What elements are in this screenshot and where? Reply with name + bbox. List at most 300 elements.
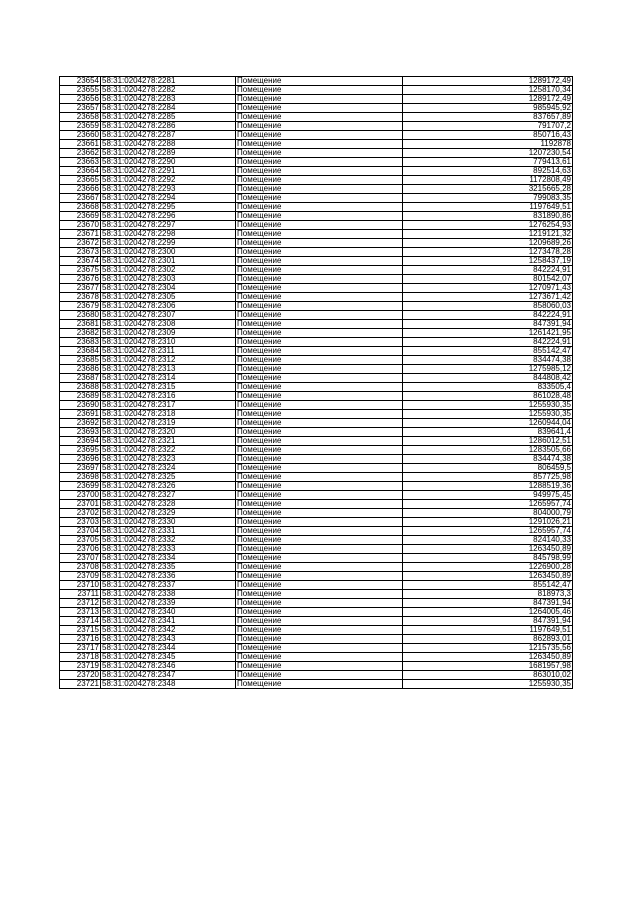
- object-type-cell: Помещение: [236, 77, 403, 86]
- object-type-cell: Помещение: [236, 671, 403, 680]
- table-row: [60, 257, 573, 266]
- cadastral-number-cell: 58:31:0204278:2320: [101, 428, 236, 437]
- object-type-cell: Помещение: [236, 590, 403, 599]
- cadastral-value-cell: 1255930,35: [403, 401, 573, 410]
- table-row: [60, 671, 573, 680]
- object-type-cell: Помещение: [236, 500, 403, 509]
- row-number-cell: 23715: [60, 626, 101, 635]
- cadastral-number-cell: 58:31:0204278:2294: [101, 194, 236, 203]
- object-type-cell: Помещение: [236, 419, 403, 428]
- cadastral-number-cell: 58:31:0204278:2284: [101, 104, 236, 113]
- object-type-cell: Помещение: [236, 437, 403, 446]
- row-number-cell: 23699: [60, 482, 101, 491]
- table-row: [60, 266, 573, 275]
- object-type-cell: Помещение: [236, 536, 403, 545]
- row-number-cell: 23718: [60, 653, 101, 662]
- cadastral-value-cell: 1265957,74: [403, 500, 573, 509]
- table-row: [60, 338, 573, 347]
- cadastral-number-cell: 58:31:0204278:2316: [101, 392, 236, 401]
- table-row: [60, 617, 573, 626]
- cadastral-number-cell: 58:31:0204278:2339: [101, 599, 236, 608]
- table-row: [60, 122, 573, 131]
- cadastral-value-cell: 1288519,36: [403, 482, 573, 491]
- cadastral-value-cell: 1286012,51: [403, 437, 573, 446]
- cadastral-value-cell: 842224,91: [403, 338, 573, 347]
- cadastral-number-cell: 58:31:0204278:2331: [101, 527, 236, 536]
- cadastral-number-cell: 58:31:0204278:2332: [101, 536, 236, 545]
- object-type-cell: Помещение: [236, 374, 403, 383]
- row-number-cell: 23717: [60, 644, 101, 653]
- cadastral-value-cell: 804000,79: [403, 509, 573, 518]
- row-number-cell: 23673: [60, 248, 101, 257]
- cadastral-value-cell: 850716,43: [403, 131, 573, 140]
- cadastral-number-cell: 58:31:0204278:2335: [101, 563, 236, 572]
- table-row: [60, 500, 573, 509]
- row-number-cell: 23688: [60, 383, 101, 392]
- table-row: [60, 221, 573, 230]
- row-number-cell: 23658: [60, 113, 101, 122]
- object-type-cell: Помещение: [236, 599, 403, 608]
- table-row: [60, 554, 573, 563]
- cadastral-value-cell: 1197649,51: [403, 203, 573, 212]
- row-number-cell: 23707: [60, 554, 101, 563]
- table-row: [60, 653, 573, 662]
- cadastral-value-cell: 833505,4: [403, 383, 573, 392]
- row-number-cell: 23703: [60, 518, 101, 527]
- table-row: [60, 212, 573, 221]
- cadastral-value-cell: 985945,92: [403, 104, 573, 113]
- object-type-cell: Помещение: [236, 338, 403, 347]
- object-type-cell: Помещение: [236, 365, 403, 374]
- object-type-cell: Помещение: [236, 347, 403, 356]
- cadastral-number-cell: 58:31:0204278:2281: [101, 77, 236, 86]
- table-row: [60, 77, 573, 86]
- table-row: [60, 140, 573, 149]
- table-row: [60, 113, 573, 122]
- object-type-cell: Помещение: [236, 122, 403, 131]
- cadastral-value-cell: 834474,38: [403, 455, 573, 464]
- cadastral-number-cell: 58:31:0204278:2323: [101, 455, 236, 464]
- row-number-cell: 23700: [60, 491, 101, 500]
- cadastral-value-cell: 842224,91: [403, 266, 573, 275]
- object-type-cell: Помещение: [236, 95, 403, 104]
- cadastral-number-cell: 58:31:0204278:2303: [101, 275, 236, 284]
- cadastral-number-cell: 58:31:0204278:2314: [101, 374, 236, 383]
- object-type-cell: Помещение: [236, 140, 403, 149]
- row-number-cell: 23681: [60, 320, 101, 329]
- object-type-cell: Помещение: [236, 509, 403, 518]
- row-number-cell: 23713: [60, 608, 101, 617]
- row-number-cell: 23670: [60, 221, 101, 230]
- table-row: [60, 545, 573, 554]
- table-row: [60, 437, 573, 446]
- object-type-cell: Помещение: [236, 113, 403, 122]
- cadastral-number-cell: 58:31:0204278:2343: [101, 635, 236, 644]
- row-number-cell: 23659: [60, 122, 101, 131]
- table-row: [60, 203, 573, 212]
- cadastral-value-cell: 1215735,56: [403, 644, 573, 653]
- cadastral-number-cell: 58:31:0204278:2319: [101, 419, 236, 428]
- table-row: [60, 401, 573, 410]
- cadastral-number-cell: 58:31:0204278:2334: [101, 554, 236, 563]
- table-row: [60, 374, 573, 383]
- object-type-cell: Помещение: [236, 131, 403, 140]
- row-number-cell: 23683: [60, 338, 101, 347]
- cadastral-number-cell: 58:31:0204278:2328: [101, 500, 236, 509]
- cadastral-value-cell: 1681957,98: [403, 662, 573, 671]
- table-row: [60, 662, 573, 671]
- object-type-cell: Помещение: [236, 617, 403, 626]
- object-type-cell: Помещение: [236, 266, 403, 275]
- cadastral-number-cell: 58:31:0204278:2289: [101, 149, 236, 158]
- row-number-cell: 23666: [60, 185, 101, 194]
- row-number-cell: 23678: [60, 293, 101, 302]
- object-type-cell: Помещение: [236, 329, 403, 338]
- cadastral-number-cell: 58:31:0204278:2333: [101, 545, 236, 554]
- cadastral-value-cell: 1258170,34: [403, 86, 573, 95]
- cadastral-value-cell: 1197649,51: [403, 626, 573, 635]
- cadastral-value-cell: 1263450,89: [403, 653, 573, 662]
- object-type-cell: Помещение: [236, 320, 403, 329]
- table-row: [60, 428, 573, 437]
- row-number-cell: 23702: [60, 509, 101, 518]
- row-number-cell: 23682: [60, 329, 101, 338]
- row-number-cell: 23664: [60, 167, 101, 176]
- cadastral-value-cell: 1291026,21: [403, 518, 573, 527]
- cadastral-number-cell: 58:31:0204278:2301: [101, 257, 236, 266]
- object-type-cell: Помещение: [236, 554, 403, 563]
- object-type-cell: Помещение: [236, 680, 403, 689]
- cadastral-number-cell: 58:31:0204278:2288: [101, 140, 236, 149]
- table-row: [60, 95, 573, 104]
- cadastral-number-cell: 58:31:0204278:2322: [101, 446, 236, 455]
- cadastral-value-cell: 3215665,28: [403, 185, 573, 194]
- table-row: [60, 131, 573, 140]
- cadastral-value-cell: 1260944,04: [403, 419, 573, 428]
- cadastral-value-cell: 1270971,43: [403, 284, 573, 293]
- row-number-cell: 23665: [60, 176, 101, 185]
- cadastral-value-cell: 855142,47: [403, 347, 573, 356]
- table-row: [60, 590, 573, 599]
- object-type-cell: Помещение: [236, 635, 403, 644]
- cadastral-value-cell: 1276254,93: [403, 221, 573, 230]
- cadastral-value-cell: 799083,35: [403, 194, 573, 203]
- row-number-cell: 23660: [60, 131, 101, 140]
- row-number-cell: 23676: [60, 275, 101, 284]
- row-number-cell: 23716: [60, 635, 101, 644]
- object-type-cell: Помещение: [236, 473, 403, 482]
- cadastral-number-cell: 58:31:0204278:2308: [101, 320, 236, 329]
- table-row: [60, 158, 573, 167]
- object-type-cell: Помещение: [236, 104, 403, 113]
- table-body: [60, 77, 573, 689]
- cadastral-number-cell: 58:31:0204278:2341: [101, 617, 236, 626]
- row-number-cell: 23691: [60, 410, 101, 419]
- cadastral-number-cell: 58:31:0204278:2337: [101, 581, 236, 590]
- cadastral-number-cell: 58:31:0204278:2338: [101, 590, 236, 599]
- cadastral-value-cell: 1219121,32: [403, 230, 573, 239]
- cadastral-number-cell: 58:31:0204278:2313: [101, 365, 236, 374]
- row-number-cell: 23654: [60, 77, 101, 86]
- cadastral-value-cell: 1273478,28: [403, 248, 573, 257]
- cadastral-number-cell: 58:31:0204278:2304: [101, 284, 236, 293]
- row-number-cell: 23685: [60, 356, 101, 365]
- table-row: [60, 284, 573, 293]
- row-number-cell: 23693: [60, 428, 101, 437]
- table-row: [60, 536, 573, 545]
- cadastral-value-cell: 1275985,12: [403, 365, 573, 374]
- object-type-cell: Помещение: [236, 248, 403, 257]
- object-type-cell: Помещение: [236, 491, 403, 500]
- object-type-cell: Помещение: [236, 563, 403, 572]
- cadastral-value-cell: 862893,01: [403, 635, 573, 644]
- cadastral-number-cell: 58:31:0204278:2299: [101, 239, 236, 248]
- object-type-cell: Помещение: [236, 572, 403, 581]
- cadastral-value-cell: 1289172,49: [403, 95, 573, 104]
- cadastral-value-cell: 1226900,28: [403, 563, 573, 572]
- row-number-cell: 23667: [60, 194, 101, 203]
- cadastral-number-cell: 58:31:0204278:2317: [101, 401, 236, 410]
- cadastral-number-cell: 58:31:0204278:2298: [101, 230, 236, 239]
- object-type-cell: Помещение: [236, 185, 403, 194]
- object-type-cell: Помещение: [236, 464, 403, 473]
- cadastral-value-cell: 801542,07: [403, 275, 573, 284]
- table-row: [60, 275, 573, 284]
- row-number-cell: 23697: [60, 464, 101, 473]
- cadastral-number-cell: 58:31:0204278:2345: [101, 653, 236, 662]
- cadastral-value-cell: 1264005,46: [403, 608, 573, 617]
- row-number-cell: 23672: [60, 239, 101, 248]
- row-number-cell: 23710: [60, 581, 101, 590]
- cadastral-number-cell: 58:31:0204278:2347: [101, 671, 236, 680]
- cadastral-value-cell: 847391,94: [403, 320, 573, 329]
- row-number-cell: 23695: [60, 446, 101, 455]
- object-type-cell: Помещение: [236, 356, 403, 365]
- cadastral-value-cell: 1255930,35: [403, 410, 573, 419]
- cadastral-value-cell: 806459,5: [403, 464, 573, 473]
- table-row: [60, 599, 573, 608]
- object-type-cell: Помещение: [236, 302, 403, 311]
- table-row: [60, 392, 573, 401]
- cadastral-number-cell: 58:31:0204278:2324: [101, 464, 236, 473]
- row-number-cell: 23712: [60, 599, 101, 608]
- row-number-cell: 23692: [60, 419, 101, 428]
- object-type-cell: Помещение: [236, 257, 403, 266]
- object-type-cell: Помещение: [236, 527, 403, 536]
- table-row: [60, 104, 573, 113]
- cadastral-number-cell: 58:31:0204278:2297: [101, 221, 236, 230]
- cadastral-value-cell: 855142,47: [403, 581, 573, 590]
- object-type-cell: Помещение: [236, 176, 403, 185]
- cadastral-number-cell: 58:31:0204278:2340: [101, 608, 236, 617]
- cadastral-number-cell: 58:31:0204278:2336: [101, 572, 236, 581]
- cadastral-value-cell: 1172808,49: [403, 176, 573, 185]
- object-type-cell: Помещение: [236, 626, 403, 635]
- cadastral-value-cell: 1258437,19: [403, 257, 573, 266]
- object-type-cell: Помещение: [236, 518, 403, 527]
- cadastral-value-cell: 1209689,26: [403, 239, 573, 248]
- object-type-cell: Помещение: [236, 158, 403, 167]
- cadastral-value-cell: 1261421,95: [403, 329, 573, 338]
- object-type-cell: Помещение: [236, 86, 403, 95]
- row-number-cell: 23719: [60, 662, 101, 671]
- object-type-cell: Помещение: [236, 212, 403, 221]
- row-number-cell: 23662: [60, 149, 101, 158]
- object-type-cell: Помещение: [236, 221, 403, 230]
- row-number-cell: 23675: [60, 266, 101, 275]
- table-row: [60, 293, 573, 302]
- table-row: [60, 419, 573, 428]
- table-row: [60, 365, 573, 374]
- row-number-cell: 23663: [60, 158, 101, 167]
- table-row: [60, 644, 573, 653]
- cadastral-value-cell: 858060,03: [403, 302, 573, 311]
- row-number-cell: 23696: [60, 455, 101, 464]
- object-type-cell: Помещение: [236, 239, 403, 248]
- table-row: [60, 410, 573, 419]
- cadastral-number-cell: 58:31:0204278:2307: [101, 311, 236, 320]
- row-number-cell: 23668: [60, 203, 101, 212]
- cadastral-number-cell: 58:31:0204278:2310: [101, 338, 236, 347]
- cadastral-value-cell: 831890,86: [403, 212, 573, 221]
- table-row: [60, 446, 573, 455]
- cadastral-value-cell: 857725,98: [403, 473, 573, 482]
- cadastral-number-cell: 58:31:0204278:2283: [101, 95, 236, 104]
- cadastral-number-cell: 58:31:0204278:2290: [101, 158, 236, 167]
- row-number-cell: 23671: [60, 230, 101, 239]
- table-row: [60, 482, 573, 491]
- cadastral-value-cell: 779413,61: [403, 158, 573, 167]
- cadastral-value-cell: 1255930,35: [403, 680, 573, 689]
- row-number-cell: 23686: [60, 365, 101, 374]
- row-number-cell: 23705: [60, 536, 101, 545]
- cadastral-number-cell: 58:31:0204278:2346: [101, 662, 236, 671]
- table-row: [60, 230, 573, 239]
- property-register-table: [59, 76, 573, 689]
- row-number-cell: 23720: [60, 671, 101, 680]
- object-type-cell: Помещение: [236, 446, 403, 455]
- row-number-cell: 23714: [60, 617, 101, 626]
- row-number-cell: 23711: [60, 590, 101, 599]
- cadastral-value-cell: 1289172,49: [403, 77, 573, 86]
- row-number-cell: 23701: [60, 500, 101, 509]
- table-row: [60, 509, 573, 518]
- object-type-cell: Помещение: [236, 455, 403, 464]
- object-type-cell: Помещение: [236, 293, 403, 302]
- row-number-cell: 23708: [60, 563, 101, 572]
- table-row: [60, 356, 573, 365]
- cadastral-number-cell: 58:31:0204278:2305: [101, 293, 236, 302]
- object-type-cell: Помещение: [236, 392, 403, 401]
- row-number-cell: 23680: [60, 311, 101, 320]
- row-number-cell: 23684: [60, 347, 101, 356]
- cadastral-value-cell: 861028,48: [403, 392, 573, 401]
- cadastral-value-cell: 847391,94: [403, 617, 573, 626]
- table-row: [60, 167, 573, 176]
- row-number-cell: 23679: [60, 302, 101, 311]
- cadastral-value-cell: 844808,42: [403, 374, 573, 383]
- row-number-cell: 23709: [60, 572, 101, 581]
- cadastral-value-cell: 1283505,66: [403, 446, 573, 455]
- object-type-cell: Помещение: [236, 653, 403, 662]
- cadastral-number-cell: 58:31:0204278:2325: [101, 473, 236, 482]
- row-number-cell: 23706: [60, 545, 101, 554]
- cadastral-number-cell: 58:31:0204278:2287: [101, 131, 236, 140]
- table-row: [60, 473, 573, 482]
- row-number-cell: 23687: [60, 374, 101, 383]
- cadastral-number-cell: 58:31:0204278:2342: [101, 626, 236, 635]
- object-type-cell: Помещение: [236, 284, 403, 293]
- table-row: [60, 464, 573, 473]
- table-row: [60, 239, 573, 248]
- cadastral-number-cell: 58:31:0204278:2292: [101, 176, 236, 185]
- object-type-cell: Помещение: [236, 149, 403, 158]
- object-type-cell: Помещение: [236, 608, 403, 617]
- object-type-cell: Помещение: [236, 545, 403, 554]
- cadastral-number-cell: 58:31:0204278:2344: [101, 644, 236, 653]
- object-type-cell: Помещение: [236, 581, 403, 590]
- cadastral-number-cell: 58:31:0204278:2300: [101, 248, 236, 257]
- object-type-cell: Помещение: [236, 428, 403, 437]
- row-number-cell: 23689: [60, 392, 101, 401]
- cadastral-number-cell: 58:31:0204278:2306: [101, 302, 236, 311]
- row-number-cell: 23657: [60, 104, 101, 113]
- cadastral-value-cell: 1273671,42: [403, 293, 573, 302]
- object-type-cell: Помещение: [236, 230, 403, 239]
- cadastral-number-cell: 58:31:0204278:2309: [101, 329, 236, 338]
- table-row: [60, 518, 573, 527]
- table-row: [60, 329, 573, 338]
- cadastral-number-cell: 58:31:0204278:2293: [101, 185, 236, 194]
- cadastral-value-cell: 834474,38: [403, 356, 573, 365]
- row-number-cell: 23655: [60, 86, 101, 95]
- cadastral-value-cell: 1265957,74: [403, 527, 573, 536]
- object-type-cell: Помещение: [236, 275, 403, 284]
- row-number-cell: 23698: [60, 473, 101, 482]
- cadastral-number-cell: 58:31:0204278:2312: [101, 356, 236, 365]
- table-row: [60, 626, 573, 635]
- row-number-cell: 23677: [60, 284, 101, 293]
- table-row: [60, 572, 573, 581]
- table-row: [60, 680, 573, 689]
- cadastral-number-cell: 58:31:0204278:2296: [101, 212, 236, 221]
- table-row: [60, 311, 573, 320]
- table-row: [60, 347, 573, 356]
- object-type-cell: Помещение: [236, 383, 403, 392]
- row-number-cell: 23669: [60, 212, 101, 221]
- cadastral-value-cell: 824140,33: [403, 536, 573, 545]
- cadastral-number-cell: 58:31:0204278:2295: [101, 203, 236, 212]
- table-row: [60, 608, 573, 617]
- cadastral-number-cell: 58:31:0204278:2330: [101, 518, 236, 527]
- cadastral-number-cell: 58:31:0204278:2311: [101, 347, 236, 356]
- table-row: [60, 491, 573, 500]
- object-type-cell: Помещение: [236, 194, 403, 203]
- cadastral-value-cell: 818973,3: [403, 590, 573, 599]
- cadastral-value-cell: 1263450,89: [403, 572, 573, 581]
- table-row: [60, 383, 573, 392]
- table-row: [60, 176, 573, 185]
- cadastral-number-cell: 58:31:0204278:2348: [101, 680, 236, 689]
- object-type-cell: Помещение: [236, 167, 403, 176]
- cadastral-value-cell: 949975,45: [403, 491, 573, 500]
- object-type-cell: Помещение: [236, 410, 403, 419]
- table-row: [60, 581, 573, 590]
- cadastral-number-cell: 58:31:0204278:2302: [101, 266, 236, 275]
- cadastral-value-cell: 845798,99: [403, 554, 573, 563]
- row-number-cell: 23690: [60, 401, 101, 410]
- object-type-cell: Помещение: [236, 203, 403, 212]
